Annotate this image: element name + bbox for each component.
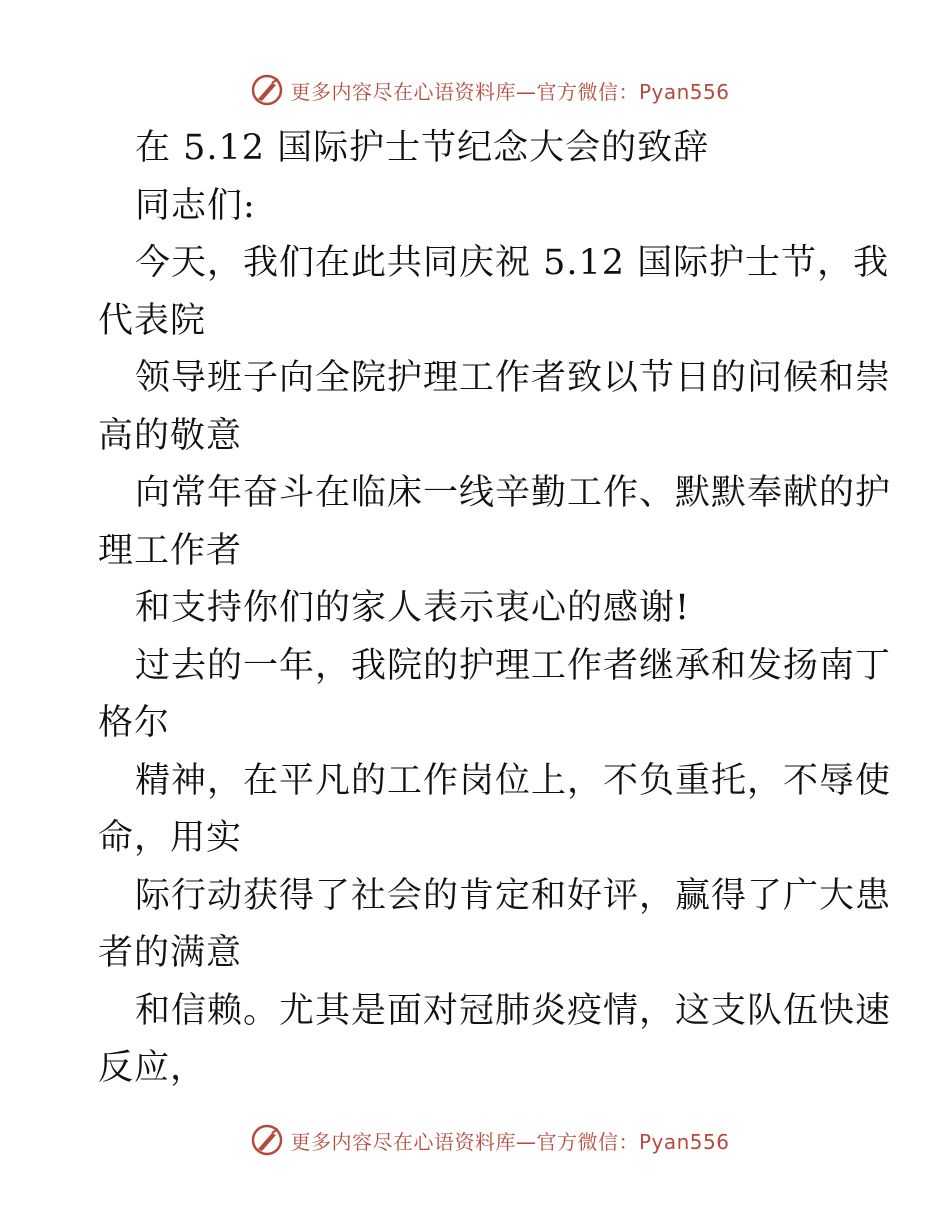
text-line: 格尔 (98, 703, 171, 743)
footer-watermark-banner (0, 1120, 950, 1160)
text-line: 高的敬意 (98, 415, 243, 456)
text-line: 精神，在平凡的工作岗位上，不负重托，不辱使 (135, 760, 892, 801)
text-line: 际行动获得了社会的肯定和好评，赢得了广大患 (135, 875, 892, 916)
text-line: 代表院 (98, 300, 207, 341)
salutation: 同志们: (135, 185, 256, 226)
text-line: 和信赖。尤其是面对冠肺炎疫情，这支队伍快速 (135, 990, 892, 1031)
header-watermark-group (250, 73, 729, 107)
header-watermark-banner (0, 70, 950, 110)
text-line: 者的满意 (98, 933, 243, 973)
footer-watermark-group (250, 1123, 729, 1157)
quill-pen-logo-icon (250, 73, 284, 107)
text-line: 命，用实 (98, 818, 243, 858)
text-line: 领导班子向全院护理工作者致以节日的问候和崇 (135, 358, 892, 398)
text-line: 反应， (98, 1048, 207, 1088)
header-watermark-text: 更多内容尽在心语资料库—官方微信：Pyan556 (290, 79, 730, 104)
text-line: 今天，我们在此共同庆祝 5.12 国际护士节，我 (135, 243, 890, 283)
text-line: 理工作者 (98, 530, 243, 571)
text-line: 和支持你们的家人表示衷心的感谢! (135, 588, 691, 628)
document-title: 在 5.12 国际护士节纪念大会的致辞 (135, 128, 710, 168)
quill-pen-logo-icon (250, 1123, 284, 1157)
text-line: 向常年奋斗在临床一线辛勤工作、默默奉献的护 (135, 473, 892, 513)
footer-watermark-text: 更多内容尽在心语资料库—官方微信：Pyan556 (290, 1129, 730, 1154)
text-line: 过去的一年，我院的护理工作者继承和发扬南丁 (135, 645, 892, 686)
document-body (98, 120, 892, 1098)
